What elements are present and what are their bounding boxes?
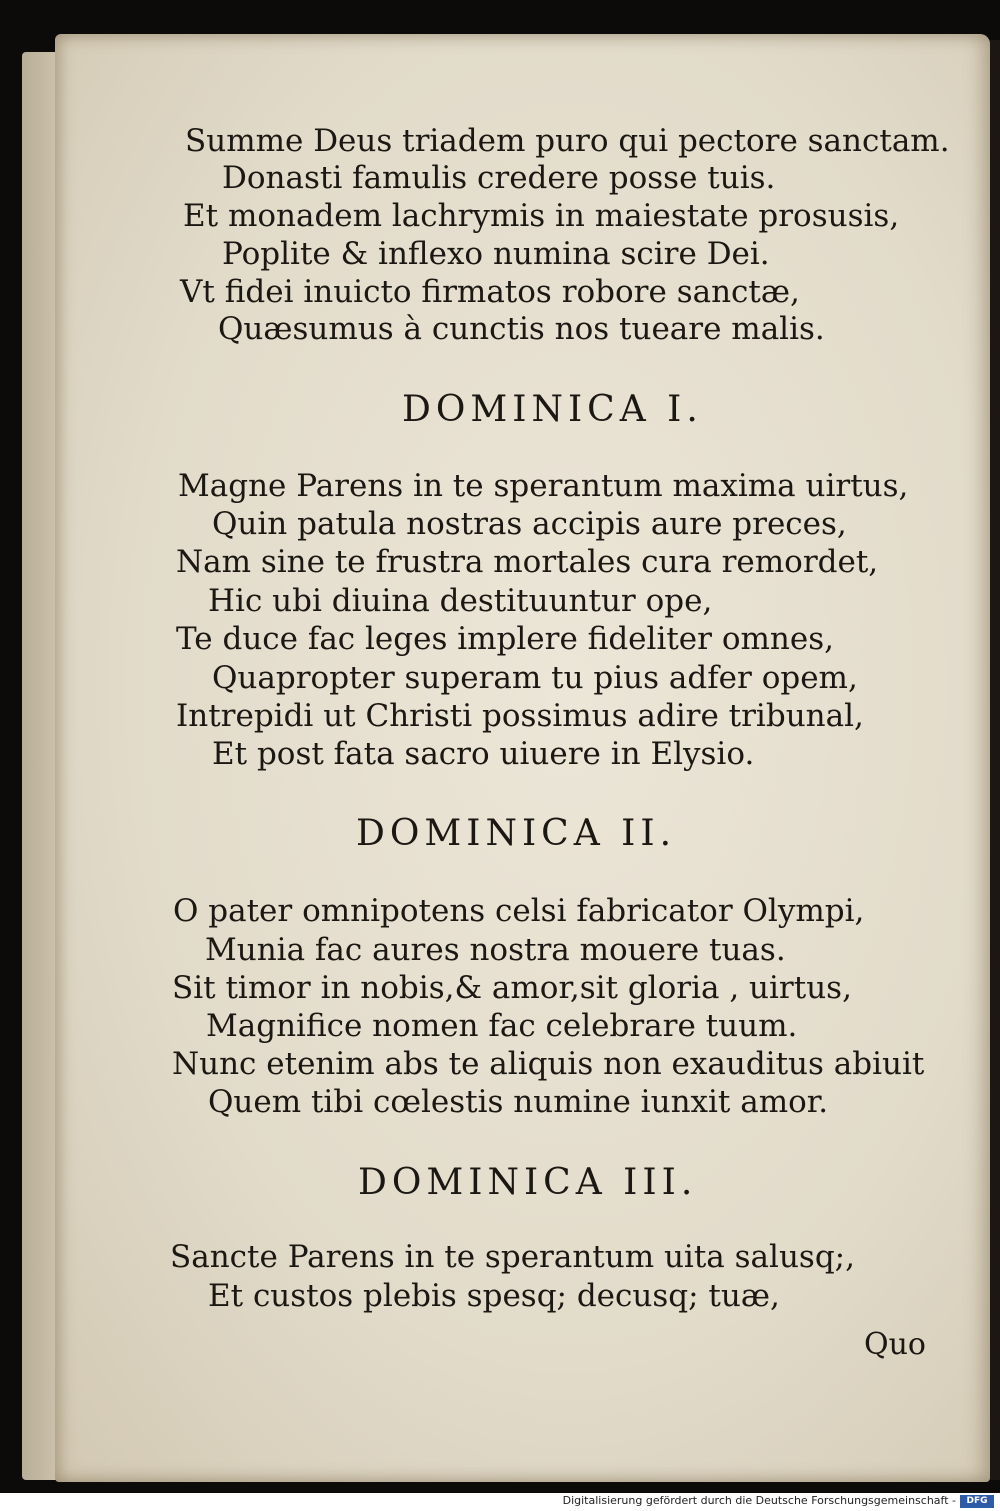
verse-line: Et custos plebis spesq; decusq; tuæ,	[208, 1278, 780, 1314]
dfg-logo: DFG	[960, 1495, 994, 1508]
verse-line: Quin patula nostras accipis aure preces,	[212, 506, 847, 542]
verse-line: Munia fac aures nostra mouere tuas.	[205, 932, 786, 968]
verse-line: Hic ubi diuina destituuntur ope,	[208, 583, 713, 619]
section-heading: DOMINICA I.	[402, 389, 703, 430]
verse-line: Quem tibi cœlestis numine iunxit amor.	[208, 1084, 829, 1120]
funding-credit: Digitalisierung gefördert durch die Deutsche Forschungsgemeinschaft -	[562, 1494, 956, 1507]
verse-line: Magnifice nomen fac celebrare tuum.	[206, 1008, 798, 1044]
verse-line: O pater omnipotens celsi fabricator Olympi,	[173, 893, 865, 929]
verse-line: Intrepidi ut Christi possimus adire tribunal,	[176, 698, 864, 734]
verse-line: Nam sine te frustra mortales cura remordet,	[176, 544, 879, 580]
verse-line: Vt fidei inuicto firmatos robore sanctæ,	[180, 274, 800, 310]
section-heading: DOMINICA II.	[356, 813, 677, 854]
verse-line: Te duce fac leges implere fideliter omnes,	[176, 621, 834, 657]
verse-line: Magne Parens in te sperantum maxima uirtus,	[178, 468, 909, 504]
verse-line: Sancte Parens in te sperantum uita salusq;,	[170, 1239, 855, 1275]
verse-line: Poplite & inflexo numina scire Dei.	[222, 236, 770, 272]
verse-line: Et monadem lachrymis in maiestate prosusis,	[183, 198, 900, 234]
verse-line: Sit timor in nobis,& amor,sit gloria , uirtus,	[172, 970, 852, 1006]
catchword: Quo	[864, 1327, 926, 1362]
verse-line: Et post fata sacro uiuere in Elysio.	[212, 736, 755, 772]
verse-line: Nunc etenim abs te aliquis non exauditus abiuit	[172, 1046, 925, 1082]
verse-line: Quapropter superam tu pius adfer opem,	[212, 660, 858, 696]
verse-line: Quæsumus à cunctis nos tueare malis.	[218, 311, 825, 347]
section-heading: DOMINICA III.	[358, 1162, 698, 1203]
verse-line: Donasti famulis credere posse tuis.	[222, 160, 776, 196]
digitization-footer	[0, 1493, 1000, 1511]
verse-line: Summe Deus triadem puro qui pectore sanctam.	[185, 123, 950, 159]
